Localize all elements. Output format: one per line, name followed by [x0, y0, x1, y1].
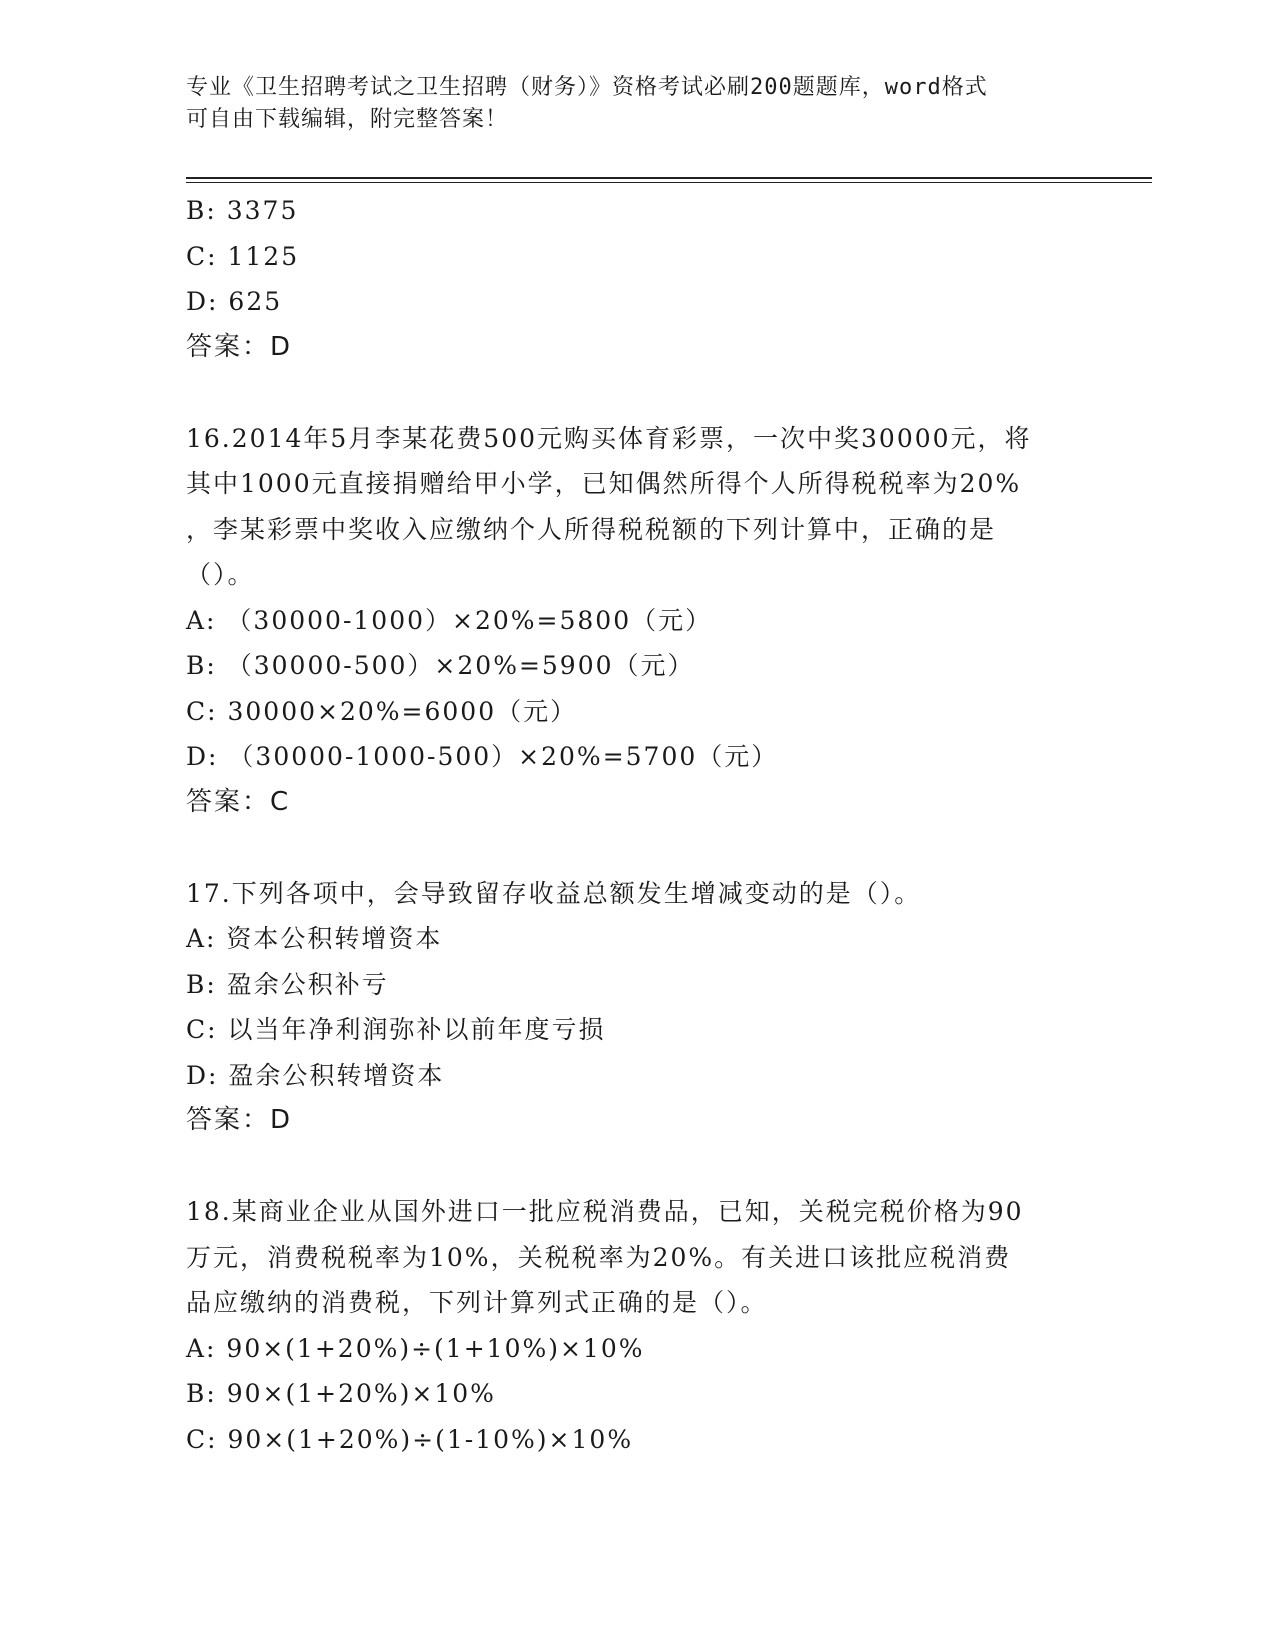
answer-text: 答案：D: [186, 1105, 293, 1135]
option-b: B: （30000-500）×20%=5900（元）: [186, 651, 695, 680]
question-text-line: 品应缴纳的消费税，下列计算列式正确的是（）。: [186, 1288, 768, 1317]
question-text-line: 其中1000元直接捐赠给甲小学，已知偶然所得个人所得税税率为20%: [186, 469, 1022, 498]
header-rule-thin: [186, 182, 1152, 183]
question-text-line: 万元，消费税税率为10%，关税税率为20%。有关进口该批应税消费: [186, 1242, 1012, 1272]
option-c: C: 以当年净利润弥补以前年度亏损: [186, 1015, 606, 1044]
option-b: B: 3375: [186, 196, 299, 225]
question-text-line: 16.2014年5月李某花费500元购买体育彩票，一次中奖30000元，将: [186, 423, 1032, 453]
option-a: A: 资本公积转增资本: [186, 924, 443, 953]
header-line-1: 专业《卫生招聘考试之卫生招聘（财务）》资格考试必刷200题题库，word格式: [186, 75, 988, 100]
answer-text: 答案：D: [186, 331, 293, 362]
option-b: B: 90×(1+20%)×10%: [186, 1379, 496, 1408]
option-c: C: 90×(1+20%)÷(1-10%)×10%: [186, 1424, 634, 1454]
answer-text: 答案：C: [186, 786, 291, 817]
question-text-line: 18.某商业企业从国外进口一批应税消费品，已知，关税完税价格为90: [186, 1197, 1024, 1226]
question-text-line: （）。: [186, 560, 255, 589]
option-c: C: 1125: [186, 241, 300, 271]
option-b: B: 盈余公积补亏: [186, 969, 389, 999]
question-16: [186, 416, 1086, 826]
option-d: D: 盈余公积转增资本: [186, 1060, 445, 1090]
header-line-2: 可自由下载编辑，附完整答案！: [186, 107, 509, 132]
document-header: [186, 72, 1066, 136]
header-rule-thick: [186, 177, 1152, 179]
option-a: A: 90×(1+20%)÷(1+10%)×10%: [186, 1333, 645, 1363]
question-text-line: ，李某彩票中奖收入应缴纳个人所得税税额的下列计算中，正确的是: [186, 514, 997, 544]
question-content: [186, 188, 1086, 1462]
question-text-line: 17.下列各项中，会导致留存收益总额发生增减变动的是（）。: [186, 878, 922, 908]
question-17: [186, 871, 1086, 1144]
option-d: D: 625: [186, 287, 283, 316]
option-c: C: 30000×20%=6000（元）: [186, 696, 578, 726]
option-d: D: （30000-1000-500）×20%=5700（元）: [186, 742, 779, 771]
question-18: [186, 1189, 1086, 1462]
option-a: A: （30000-1000）×20%=5800（元）: [186, 605, 713, 635]
question-15-tail: [186, 188, 1086, 370]
